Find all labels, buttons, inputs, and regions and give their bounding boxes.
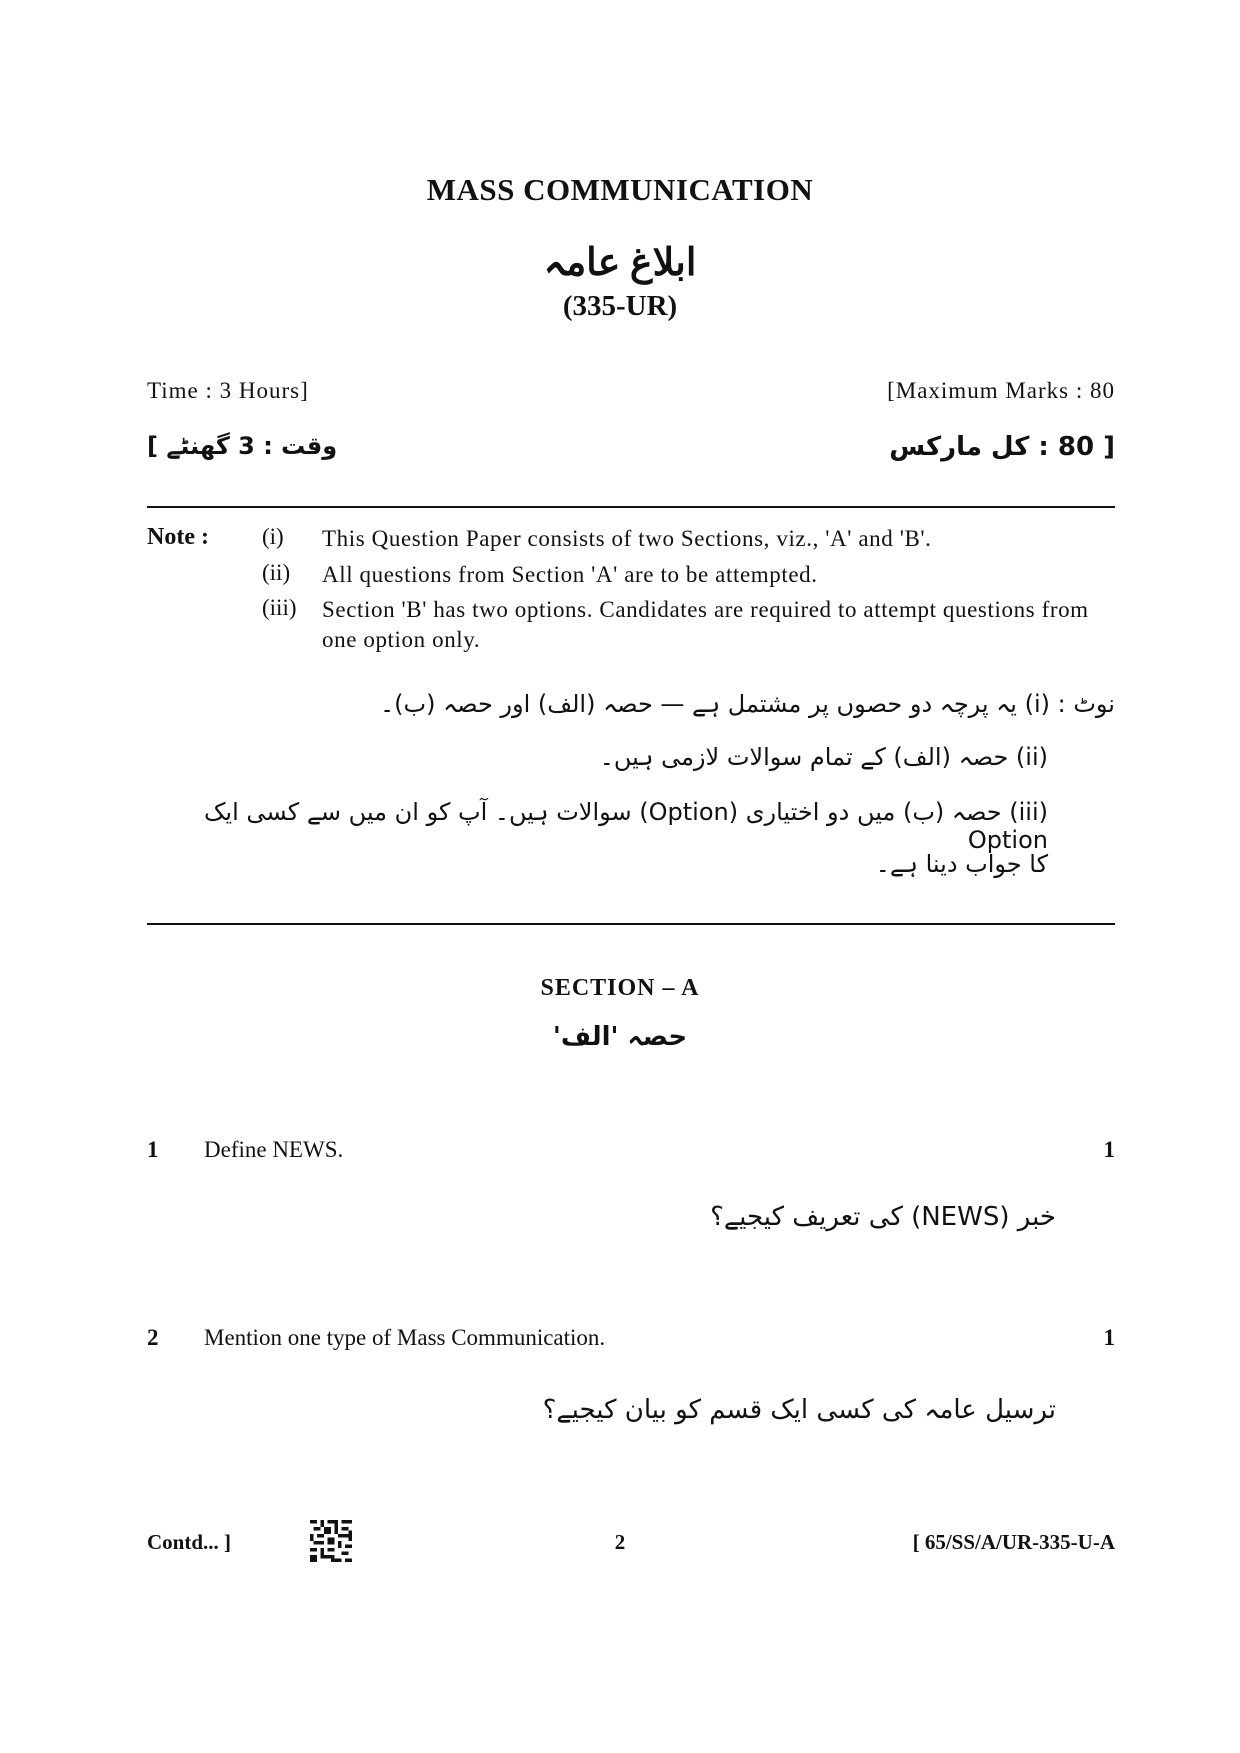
contd-label: Contd... ] <box>147 1530 232 1554</box>
note-num-2: (ii) <box>262 560 291 585</box>
note-item-2: All questions from Section 'A' are to be attempted. <box>322 562 818 587</box>
note-item-1: This Question Paper consists of two Sections, viz., 'A' and 'B'. <box>322 526 932 551</box>
question-number: 1 <box>147 1137 159 1162</box>
paper-title-urdu: ابلاغ عامہ <box>543 242 697 284</box>
paper-footer-code: [ 65/SS/A/UR-335-U-A <box>912 1530 1115 1554</box>
paper-title: MASS COMMUNICATION <box>426 172 814 207</box>
urdu-note-3: (iii) حصہ (ب) میں دو اختیاری (Option) سوالات ہیں۔ آپ کو ان میں سے کسی ایک Option <box>203 798 1048 854</box>
note-item-3: Section 'B' has two options. Candidates are required to attempt questions from one option only. <box>322 597 1089 652</box>
note-num-3: (iii) <box>262 595 297 620</box>
divider-middle <box>147 923 1115 925</box>
section-title: SECTION – A <box>540 975 700 1001</box>
note-num-1: (i) <box>262 524 284 549</box>
max-marks-label-urdu: [ 80 : کل مارکس <box>889 432 1115 462</box>
section-title-urdu: حصہ 'الف' <box>552 1022 688 1052</box>
question-text-urdu: خبر (NEWS) کی تعریف کیجیے؟ <box>710 1202 1056 1232</box>
time-label-urdu: وقت : 3 گھنٹے ] <box>147 432 338 460</box>
question-text: Mention one type of Mass Communication. <box>204 1325 606 1350</box>
question-text: Define NEWS. <box>204 1137 344 1162</box>
urdu-note-2: (ii) حصہ (الف) کے تمام سوالات لازمی ہیں۔ <box>599 743 1048 771</box>
time-label: Time : 3 Hours] <box>147 378 309 403</box>
page-number: 2 <box>614 1530 626 1554</box>
urdu-note-1: نوٹ : (i) یہ پرچہ دو حصوں پر مشتمل ہے — حصہ (الف) اور حصہ (ب)۔ <box>380 690 1115 718</box>
note-label: Note : <box>147 524 209 550</box>
urdu-note-4: کا جواب دینا ہے۔ <box>875 850 1048 878</box>
question-marks: 1 <box>1103 1325 1115 1350</box>
question-number: 2 <box>147 1325 159 1350</box>
question-marks: 1 <box>1103 1137 1115 1162</box>
max-marks-label: [Maximum Marks : 80 <box>887 378 1115 403</box>
question-text-urdu: ترسیل عامہ کی کسی ایک قسم کو بیان کیجیے؟ <box>542 1395 1056 1425</box>
divider-top <box>147 506 1115 508</box>
paper-code: (335-UR) <box>562 290 678 322</box>
